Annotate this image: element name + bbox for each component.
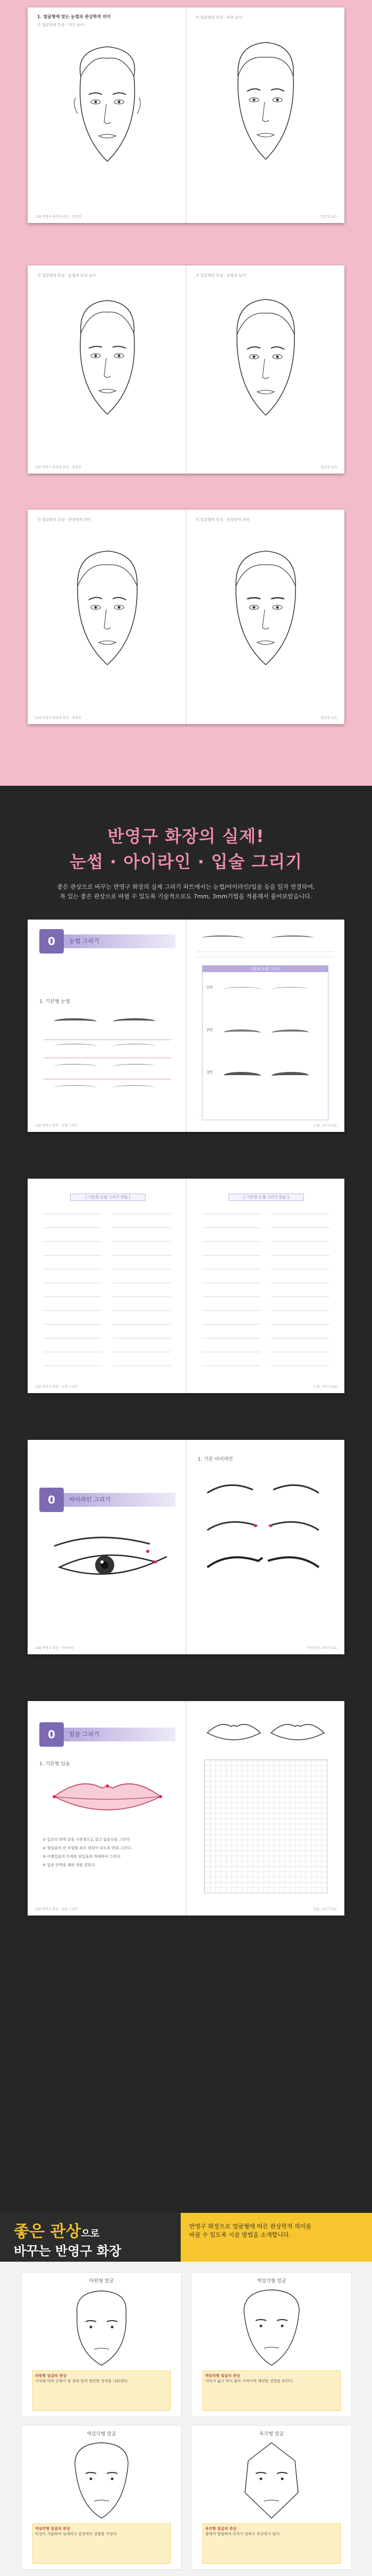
eyebrow-sample [224,987,261,992]
banner-subtitle: 바꾸는 반영구 화장 [14,2244,122,2259]
face-illustration [59,2440,144,2521]
face-illustration [60,39,155,169]
page-footer: 122 반영구 화장과 관상 · 얼굴형 [35,466,81,469]
page-footer: 얼굴형 125 [320,716,337,720]
eyebrow-diagram [202,935,244,941]
eyebrow-outline [113,1044,155,1049]
panel-title: 역삼각형 얼굴 [87,2432,116,2437]
face-illustration [218,292,314,422]
page-caption: 각 얼굴형의 특징 · 눈썹과 높이 [196,273,246,278]
note-box: 타원형 얼굴의 관상 이마와 턱의 균형이 잘 잡혀 있어 원만한 성격을 나타낸다. [32,2371,171,2411]
note-box: 역삼각형 얼굴의 관상 이마가 넓고 턱이 좁아 지적이며 예민한 성향을 보인다. [202,2371,341,2411]
step-label: 1. 기본 아이라인 [198,1457,233,1462]
page-caption: 각 얼굴형의 특징 · 관상학적 의미 [37,518,91,522]
right-page [186,1179,344,1393]
book-spread-practice [28,1179,344,1393]
eyebrow-sample [224,1029,261,1036]
practice-line [271,1310,329,1311]
lip-illustration [49,1770,166,1831]
face-illustration [229,2287,314,2368]
right-page [186,7,344,223]
step-label: 1. 기본형 눈썹 [39,999,70,1004]
practice-line [271,1296,329,1297]
section-heading: 반영구 화장의 실제! [107,826,265,846]
left-page [28,1440,186,1654]
guide-line [197,951,334,952]
face-type-panel [21,2272,182,2417]
section-number-tab: 0 [39,1488,64,1512]
book-spread-faces-2 [28,265,344,474]
eyebrow-sample [272,1029,309,1036]
page-subcaption: 각 얼굴형의 특징 · 미간 높이 · [37,23,87,27]
practice-line [202,1296,260,1297]
page-footer: 눈썹 그리기 133 [313,1385,337,1389]
practice-line [202,1227,260,1228]
practice-line [202,1324,260,1325]
eyeliner-examples [202,1472,329,1607]
practice-line [44,1255,102,1256]
practice-grid [204,1759,327,1893]
page-footer: 124 반영구 화장과 관상 · 얼굴형 [35,716,81,720]
row-label: 1번 [207,985,213,990]
right-page [186,1701,344,1916]
panel-title: 타원형 얼굴 [89,2279,114,2284]
page-caption: 각 얼굴형의 특징 · 피부 높이 · [196,15,245,20]
face-illustration [229,2440,314,2521]
banner-title-block [0,2213,181,2262]
banner-title: 좋은 관상으로 [14,2222,100,2241]
practice-line [271,1241,329,1242]
page-footer: 아이라인 그리기 141 [307,1646,337,1650]
note-box: 역삼각형 얼굴의 관상 턱선이 갸름하여 섬세하고 감성적인 성향을 가진다. [32,2523,171,2564]
section-number-tab: 0 [39,1722,64,1747]
row-label: 3번 [207,1070,213,1075]
eyebrow-diagram [271,935,314,941]
white-section [0,2262,372,2576]
page-footer: 132 반영구 화장 · 눈썹 그리기 [35,1385,78,1389]
book-spread-eyeliner [28,1440,344,1654]
panel-title: 역삼각형 얼굴 [257,2279,286,2284]
practice-line [44,1227,102,1228]
eyebrow-sample [272,1072,309,1079]
face-illustration [59,2287,144,2368]
page-footer: 얼굴형 121 [320,215,337,219]
section-subheading: 눈썹 · 아이라인 · 입술 그리기 [69,852,303,872]
eyebrow-sample [272,987,309,992]
page-footer: 150 반영구 화장 · 입술 그리기 [35,1908,78,1911]
left-page [28,920,186,1132]
page-footer: 눈썹 그리기 131 [313,1124,337,1128]
face-illustration [218,542,314,671]
practice-line [44,1241,102,1242]
practice-line [271,1227,329,1228]
left-page [28,7,186,223]
right-page [186,920,344,1132]
lip-note: ① 입꼬리 양쪽 끝을 기준점으로 잡고 입술선을 그린다. [43,1837,131,1842]
panel-label: 기본형 눈썹 그리기 [202,966,328,972]
intro-line-1: 좋은 관상으로 바꾸는 반영구 화장의 실제 그리기 파트에서는 눈썹/아이라인/입술 등을 일자 연결하여, [57,883,315,890]
book-spread-faces-1 [28,7,344,223]
left-page [28,1701,186,1916]
feature-banner [0,2213,372,2262]
book-spread-eyebrow [28,920,344,1132]
practice-line [44,1324,102,1325]
practice-label: [ 기본형 눈썹 그리기 연습 ] [70,1193,146,1201]
eyebrow-outline [113,1064,155,1069]
practice-line [113,1296,171,1297]
step-label: 1. 기본형 입술 [39,1762,70,1767]
practice-line [44,1296,102,1297]
practice-line [202,1310,260,1311]
practice-line [113,1255,171,1256]
eyebrow-outline [54,1044,97,1049]
right-page [186,1440,344,1654]
practice-line [113,1227,171,1228]
dark-section [0,786,372,2213]
face-type-panel [21,2425,182,2570]
left-page [28,1179,186,1393]
banner-description: 반영구 화장으로 얼굴형에 따른 관상학적 의미를 바꿀 수 있도록 시술 방법을 소개합니다. [189,2223,312,2238]
page-footer: 140 반영구 화장 · 아이라인 [35,1646,74,1650]
section-title-bar: 눈썹 그리기 [64,934,175,948]
eyebrow-outline [54,1064,97,1069]
page-footer: 120 반영구 화장과 관상 · 얼굴형 [35,215,81,219]
right-page [186,510,344,724]
pink-section [0,0,372,786]
lip-examples [202,1717,329,1751]
lip-note: ② 윗입술의 산 모양을 좌우 대칭이 되도록 맞춰 그린다. [43,1846,132,1850]
page-caption: 각 얼굴형의 특징 · 눈썹과 눈의 높이 [37,273,96,278]
practice-label: [ 기본형 눈썹 그리기 연습 ] [229,1193,304,1201]
face-illustration [60,542,155,671]
practice-line [202,1241,260,1242]
eyebrow-sample [54,1018,97,1025]
section-title-bar: 아이라인 그리기 [64,1493,175,1507]
practice-line [113,1324,171,1325]
book-spread-lips [28,1701,344,1916]
lip-note: ③ 아랫입술의 두께를 윗입술과 비례하여 그린다. [43,1854,122,1859]
right-page [186,265,344,474]
panel-title: 육각형 얼굴 [259,2432,284,2437]
practice-line [44,1310,102,1311]
face-illustration [60,292,155,422]
practice-panel [202,965,328,1120]
face-type-panel [191,2272,352,2417]
page-footer: 얼굴형 123 [320,466,337,469]
eye-illustration [44,1530,171,1591]
practice-line [271,1255,329,1256]
page-footer: 입술 그리기 151 [313,1908,337,1911]
book-spread-faces-3 [28,510,344,724]
eyebrow-sample [224,1072,261,1079]
intro-line-2: 복 있는 좋은 관상으로 바뀔 수 있도록 기술적으로도 7mm, 3mm기법을 적용해서 풀어보았습니다. [60,893,312,900]
face-type-panel [191,2425,352,2570]
practice-line [271,1324,329,1325]
face-illustration [218,34,314,169]
note-box: 육각형 얼굴의 관상 광대가 발달하여 의지가 강하고 추진력이 있다. [202,2523,341,2564]
practice-line [202,1255,260,1256]
practice-line [113,1310,171,1311]
eyebrow-outline [54,1085,97,1090]
practice-line [113,1241,171,1242]
page-caption: 1. 얼굴형에 맞는 눈썹과 관상학적 의미 [37,14,111,19]
eyebrow-outline [113,1085,155,1090]
section-title-bar: 입술 그리기 [64,1728,175,1741]
section-number-tab: 0 [39,929,64,954]
page-caption: 각 얼굴형의 특징 · 관상학적 의미 [196,518,250,522]
eyebrow-sample [113,1018,155,1025]
page-footer: 130 반영구 화장 · 눈썹 그리기 [35,1124,78,1128]
left-page [28,510,186,724]
lip-note: ④ 입술 안쪽을 채워 색을 입힌다. [43,1863,96,1867]
left-page [28,265,186,474]
row-label: 2번 [207,1028,213,1032]
